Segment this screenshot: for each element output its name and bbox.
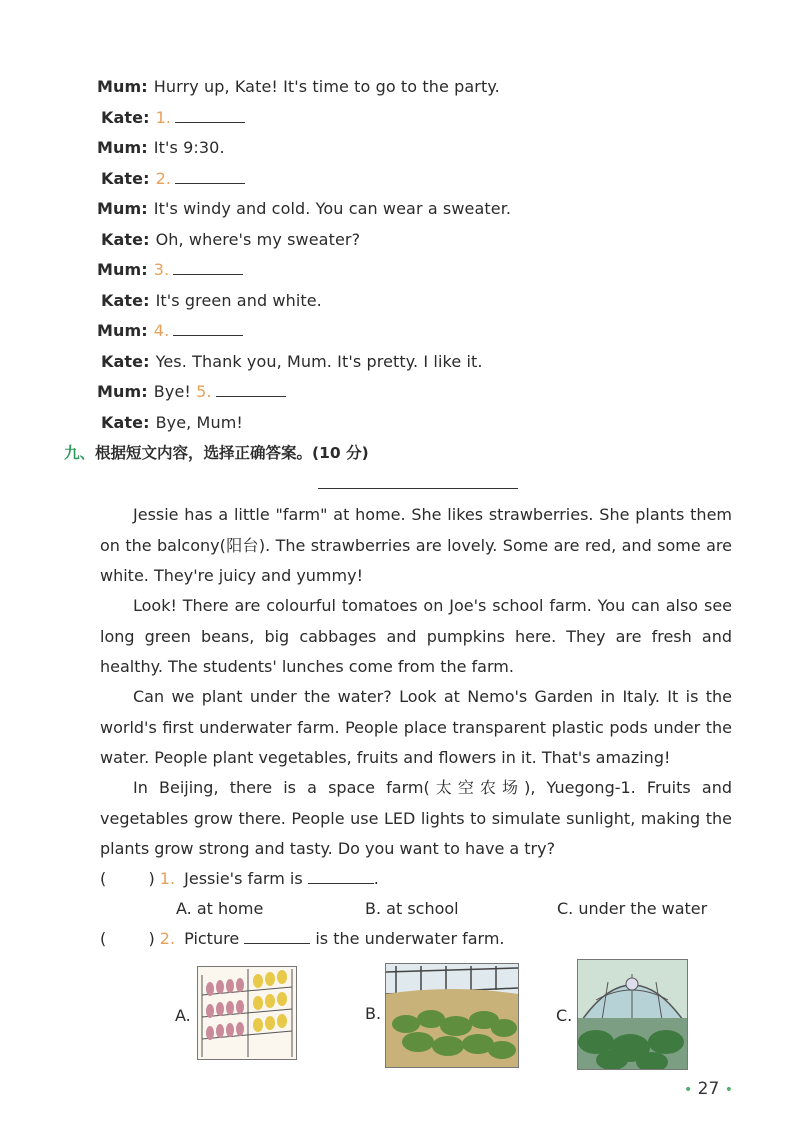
question-text-end: . xyxy=(373,869,379,888)
dialogue-line xyxy=(97,198,511,220)
speaker-label: Kate: xyxy=(101,352,150,371)
answer-blank[interactable] xyxy=(173,321,243,336)
picture-label-b[interactable]: B. xyxy=(365,1004,382,1023)
picture-c[interactable] xyxy=(577,959,688,1070)
passage-paragraph: In Beijing, there is a space farm(太空农场), Yuegong-1. Fruits and vegetables grow there. People use LED lights to simulate sunlight, making the plants grow strong and tasty. Do you want to have a try? xyxy=(100,778,732,858)
section-number: 九、 xyxy=(64,444,96,462)
answer-blank[interactable] xyxy=(244,929,310,944)
answer-blank[interactable] xyxy=(216,382,286,397)
option-c[interactable]: C. under the water xyxy=(557,899,708,918)
dialogue-text: Bye, Mum! xyxy=(155,413,243,432)
passage-paragraph: Look! There are colourful tomatoes on Joe's school farm. You can also see long green beans, big cabbages and pumpkins here. They are fresh and healthy. The students' lunches come from the farm. xyxy=(100,596,732,676)
question-1 xyxy=(100,868,379,890)
page-number xyxy=(684,1079,733,1099)
passage-paragraph: Can we plant under the water? Look at Nemo's Garden in Italy. It is the world's first underwater farm. People place transparent plastic pods under the water. People plant vegetables, fruits and flowers in it. That's amazing! xyxy=(100,687,732,767)
answer-blank[interactable] xyxy=(173,260,243,275)
speaker-label: Kate: xyxy=(101,108,150,127)
picture-label-c[interactable]: C. xyxy=(556,1006,573,1025)
option-a[interactable]: A. at home xyxy=(176,899,264,918)
picture-label-a[interactable]: A. xyxy=(175,1006,191,1025)
section-title: 根据短文内容，选择正确答案。(10 分) xyxy=(95,444,369,462)
dialogue-line xyxy=(101,351,483,373)
speaker-label: Mum: xyxy=(97,321,148,340)
answer-paren-open[interactable]: ( xyxy=(100,929,107,948)
blank-number: 2. xyxy=(155,169,172,188)
dialogue-line xyxy=(101,168,245,190)
question-number: 2. xyxy=(159,929,176,948)
dialogue-line xyxy=(101,412,243,434)
dialogue-line xyxy=(101,290,322,312)
blank-number: 4. xyxy=(153,321,170,340)
dialogue-text: Hurry up, Kate! It's time to go to the party. xyxy=(153,77,500,96)
question-text: Jessie's farm is xyxy=(184,869,303,888)
question-text-end: is the underwater farm. xyxy=(315,929,505,948)
picture-a[interactable] xyxy=(197,966,297,1060)
answer-blank[interactable] xyxy=(175,169,245,184)
blank-number: 1. xyxy=(155,108,172,127)
question-number: 1. xyxy=(159,869,176,888)
dialogue-line xyxy=(97,137,225,159)
answer-paren-open[interactable]: ( xyxy=(100,869,107,888)
dialogue-line xyxy=(101,107,245,129)
dialogue-text: It's 9:30. xyxy=(153,138,225,157)
answer-paren-close: ) xyxy=(148,869,155,888)
section-heading xyxy=(64,442,369,464)
page-dot-left: • xyxy=(684,1082,693,1098)
speaker-label: Mum: xyxy=(97,382,148,401)
speaker-label: Mum: xyxy=(97,260,148,279)
speaker-label: Kate: xyxy=(101,230,150,249)
speaker-label: Kate: xyxy=(101,291,150,310)
speaker-label: Kate: xyxy=(101,169,150,188)
question-2 xyxy=(100,928,505,950)
dialogue-line xyxy=(101,229,360,251)
page-number-value: 27 xyxy=(697,1079,720,1099)
dialogue-text: Bye! xyxy=(153,382,191,401)
answer-blank[interactable] xyxy=(175,108,245,123)
speaker-label: Kate: xyxy=(101,413,150,432)
greenhouse-illustration xyxy=(386,964,518,1067)
question-text: Picture xyxy=(184,929,240,948)
option-b[interactable]: B. at school xyxy=(365,899,459,918)
blank-number: 5. xyxy=(196,382,212,401)
vertical-farm-illustration xyxy=(198,967,296,1059)
page-dot-right: • xyxy=(724,1082,733,1098)
passage-paragraph: Jessie has a little "farm" at home. She likes strawberries. She plants them on the balcony(阳台). The strawberries are lovely. Some are red, and some are white. They're juicy and yummy! xyxy=(100,505,732,585)
title-blank[interactable] xyxy=(318,488,518,489)
answer-blank[interactable] xyxy=(308,869,374,884)
dialogue-line xyxy=(97,259,243,281)
blank-number: 3. xyxy=(153,260,170,279)
speaker-label: Mum: xyxy=(97,138,148,157)
dialogue-line xyxy=(97,76,500,98)
dialogue-line xyxy=(97,320,243,342)
dialogue-text: It's green and white. xyxy=(155,291,322,310)
speaker-label: Mum: xyxy=(97,77,148,96)
dialogue-text: Yes. Thank you, Mum. It's pretty. I like it. xyxy=(155,352,483,371)
dialogue-line xyxy=(97,381,286,403)
dialogue-text: It's windy and cold. You can wear a sweater. xyxy=(153,199,512,218)
picture-b[interactable] xyxy=(385,963,519,1068)
underwater-pod-illustration xyxy=(578,960,687,1069)
speaker-label: Mum: xyxy=(97,199,148,218)
answer-paren-close: ) xyxy=(148,929,155,948)
dialogue-text: Oh, where's my sweater? xyxy=(155,230,361,249)
